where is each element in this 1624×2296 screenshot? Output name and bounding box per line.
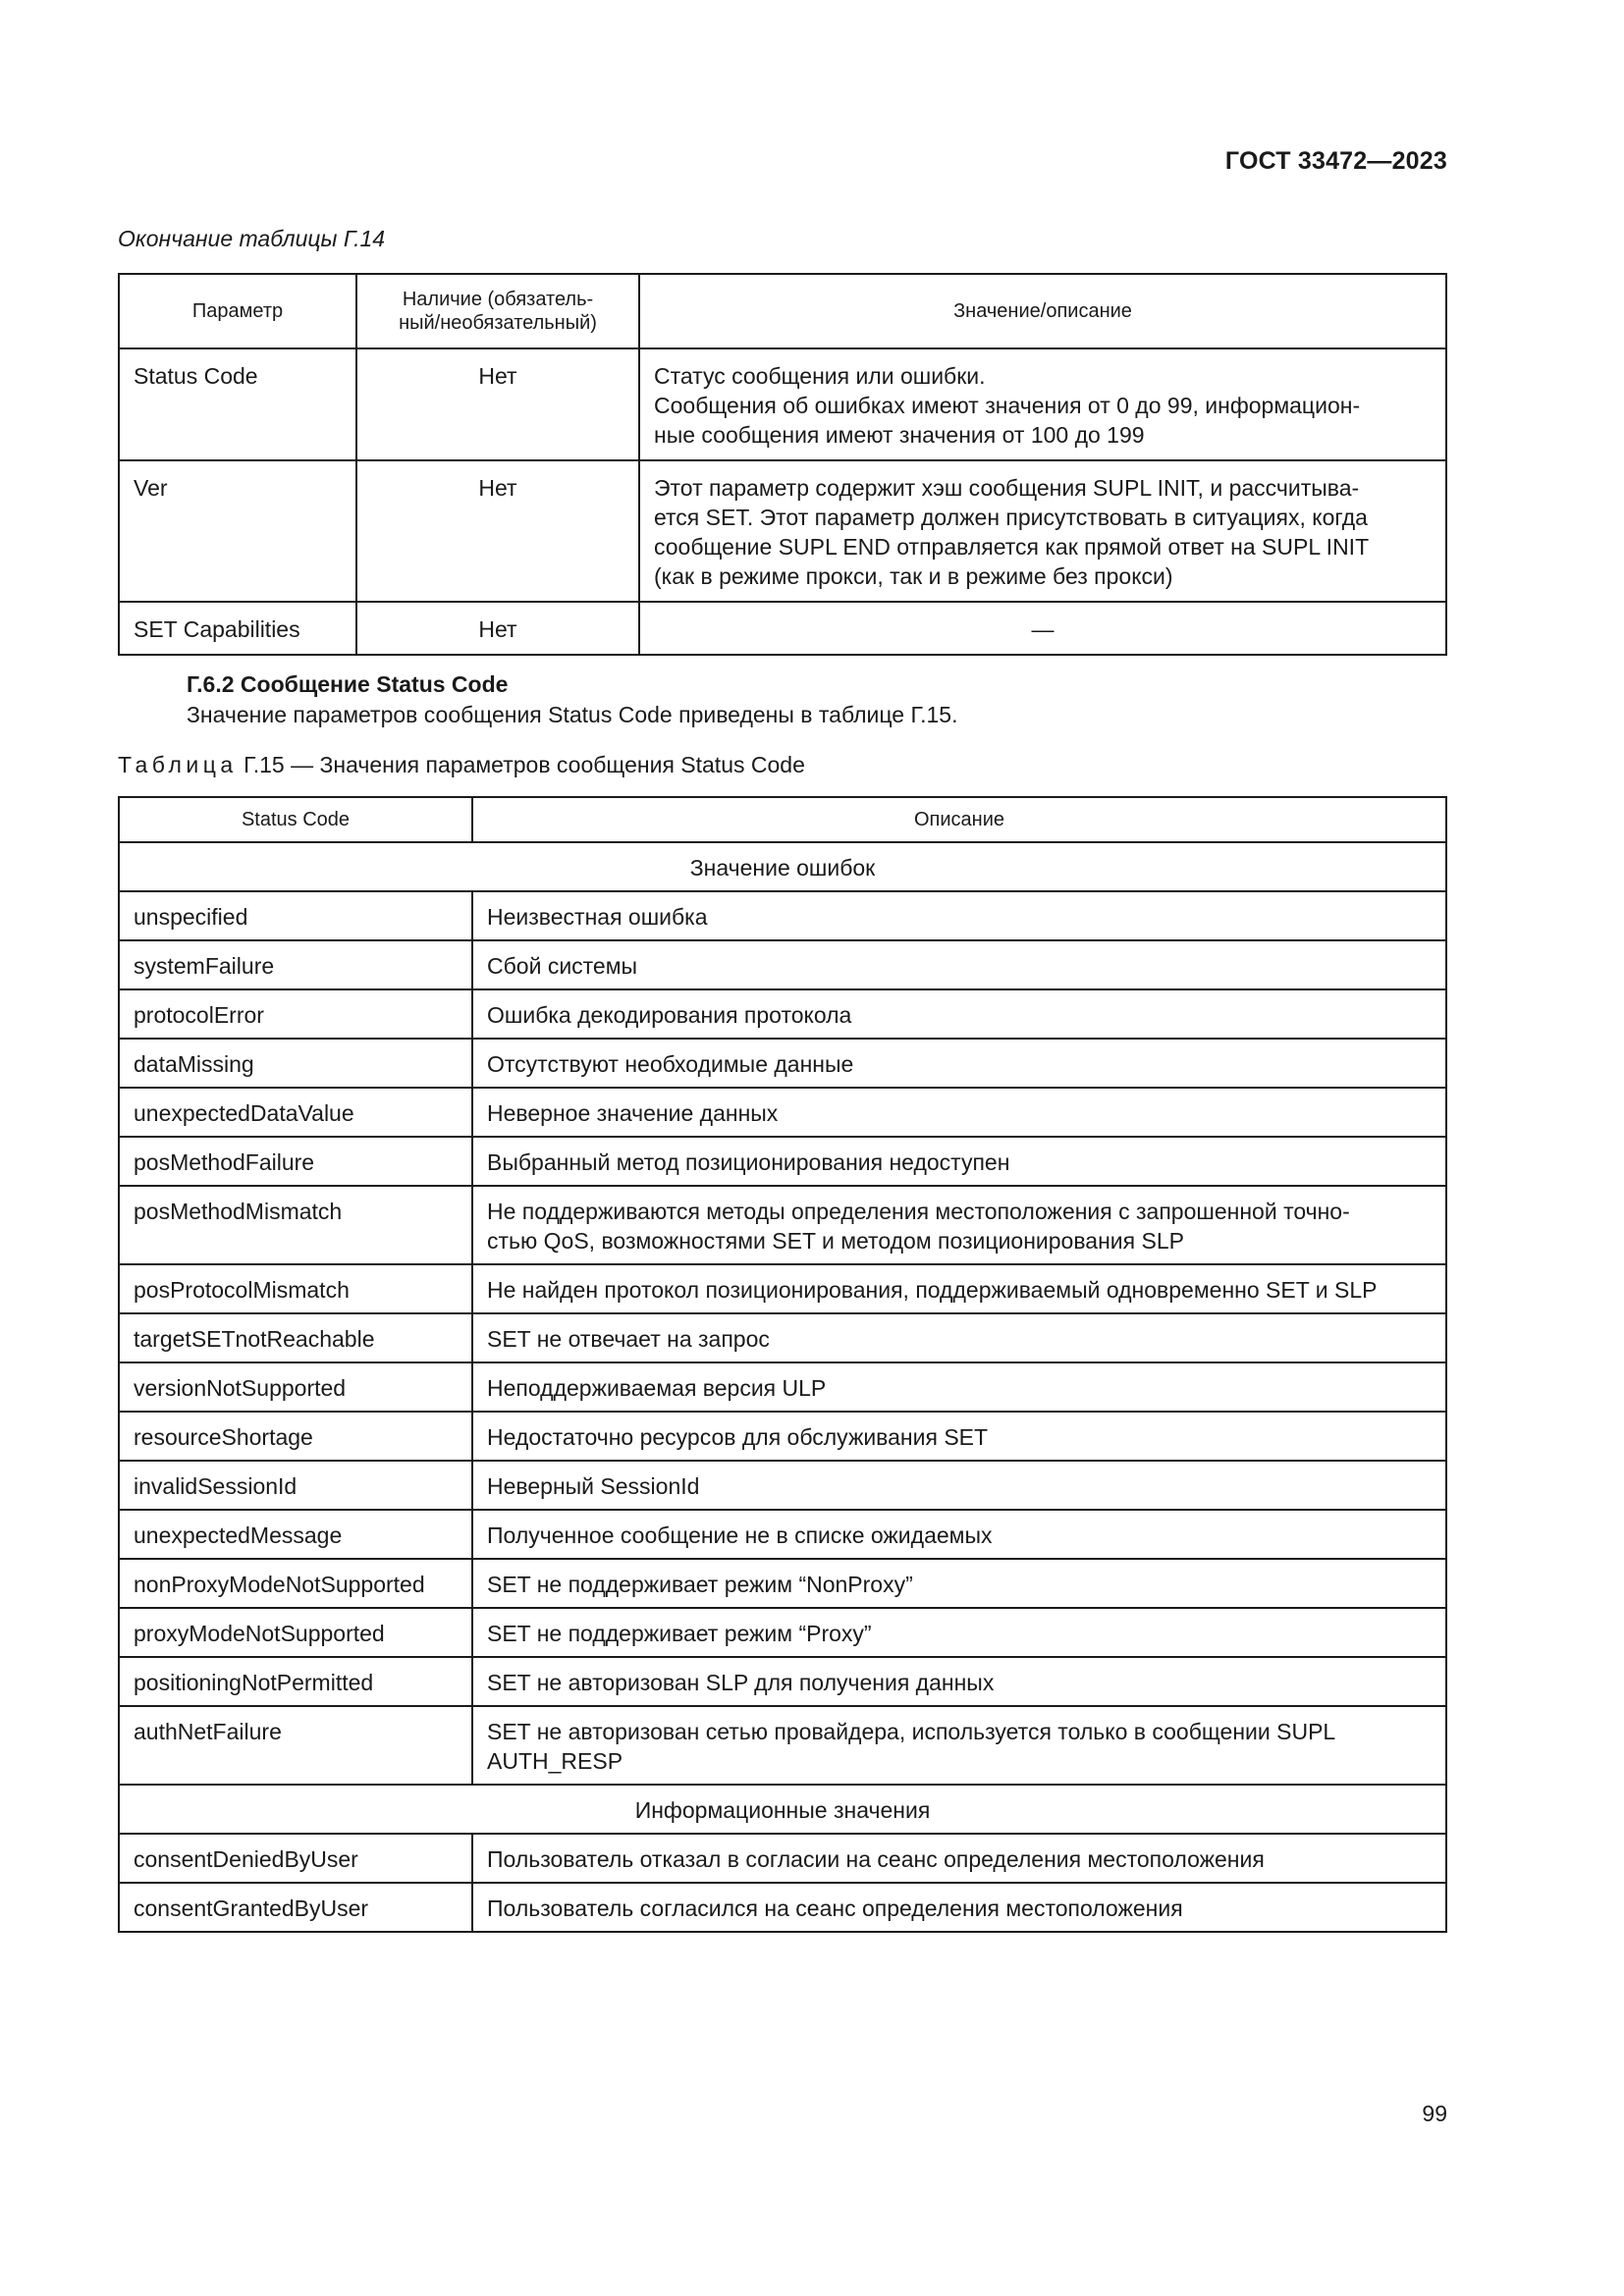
table-row (119, 1608, 1446, 1657)
description-cell: Этот параметр содержит хэш сообщения SUPL INIT, и рассчитыва- ется SET. Этот параметр должен присутствовать в ситуациях, когда сообщение SUPL END отправляется как прямой ответ на SUPL INIT (как в режиме прокси, так и в режиме без прокси) (639, 460, 1446, 602)
status-description-cell: SET не авторизован сетью провайдера, используется только в сообщении SUPL AUTH_RESP (472, 1706, 1446, 1785)
table-row (119, 1362, 1446, 1412)
table-row (119, 1264, 1446, 1313)
section-title: Г.6.2 Сообщение Status Code (187, 671, 509, 697)
table-caption-text: Г.15 — Значения параметров сообщения Status Code (237, 752, 805, 777)
table-row (119, 1559, 1446, 1608)
param-cell: Status Code (119, 348, 356, 460)
status-description-cell: SET не отвечает на запрос (472, 1313, 1446, 1362)
status-code-cell: resourceShortage (119, 1412, 472, 1461)
status-code-cell: systemFailure (119, 940, 472, 989)
presence-cell: Нет (356, 460, 639, 602)
status-description-cell: Неверный SessionId (472, 1461, 1446, 1510)
standard-header: ГОСТ 33472—2023 (1224, 147, 1447, 175)
status-code-cell: proxyModeNotSupported (119, 1608, 472, 1657)
table-header-row (119, 274, 1446, 348)
description-cell: — (639, 602, 1446, 655)
table-header-row (119, 797, 1446, 842)
table-row (119, 602, 1446, 655)
status-description-cell: Сбой системы (472, 940, 1446, 989)
table-row (119, 1834, 1446, 1883)
column-header-presence: Наличие (обязатель- ный/необязательный) (356, 274, 639, 348)
status-description-cell: Пользователь согласился на сеанс определения местоположения (472, 1883, 1446, 1932)
table-row (119, 1412, 1446, 1461)
page-number: 99 (1422, 2101, 1447, 2126)
status-description-cell: Не поддерживаются методы определения местоположения с запрошенной точно- стью QoS, возможностями SET и методом позиционирования SLP (472, 1186, 1446, 1264)
status-code-cell: targetSETnotReachable (119, 1313, 472, 1362)
status-code-cell: protocolError (119, 989, 472, 1039)
status-description-cell: Неизвестная ошибка (472, 891, 1446, 940)
table-row (119, 1461, 1446, 1510)
section-text: Значение параметров сообщения Status Code приведены в таблице Г.15. (187, 702, 958, 727)
status-code-cell: nonProxyModeNotSupported (119, 1559, 472, 1608)
info-values-section (119, 1785, 1446, 1834)
status-code-table-g15 (118, 796, 1447, 1933)
table-row (119, 1039, 1446, 1088)
table-caption (118, 752, 805, 778)
param-cell: SET Capabilities (119, 602, 356, 655)
error-values-section-label: Значение ошибок (119, 842, 1446, 891)
table-row (119, 1088, 1446, 1137)
status-description-cell: Неподдерживаемая версия ULP (472, 1362, 1446, 1412)
table-row (119, 1137, 1446, 1186)
description-cell: Статус сообщения или ошибки. Сообщения об ошибках имеют значения от 0 до 99, информацион- ные сообщения имеют значения от 100 до 199 (639, 348, 1446, 460)
table-row (119, 348, 1446, 460)
status-code-cell: unexpectedDataValue (119, 1088, 472, 1137)
status-code-cell: posMethodMismatch (119, 1186, 472, 1264)
table-caption-label: Таблица (118, 752, 238, 777)
table-row (119, 989, 1446, 1039)
status-code-cell: posProtocolMismatch (119, 1264, 472, 1313)
status-description-cell: Выбранный метод позиционирования недоступен (472, 1137, 1446, 1186)
column-header-description: Описание (472, 797, 1446, 842)
column-header-status-code: Status Code (119, 797, 472, 842)
table-row (119, 1186, 1446, 1264)
status-code-cell: authNetFailure (119, 1706, 472, 1785)
section-heading (187, 669, 1447, 730)
status-code-cell: versionNotSupported (119, 1362, 472, 1412)
table-row (119, 1510, 1446, 1559)
table-row (119, 940, 1446, 989)
column-header-description: Значение/описание (639, 274, 1446, 348)
status-description-cell: Полученное сообщение не в списке ожидаемых (472, 1510, 1446, 1559)
column-header-parameter: Параметр (119, 274, 356, 348)
error-values-section (119, 842, 1446, 891)
status-description-cell: SET не поддерживает режим “NonProxy” (472, 1559, 1446, 1608)
status-description-cell: Отсутствуют необходимые данные (472, 1039, 1446, 1088)
info-values-section-label: Информационные значения (119, 1785, 1446, 1834)
status-description-cell: Недостаточно ресурсов для обслуживания SET (472, 1412, 1446, 1461)
status-code-cell: invalidSessionId (119, 1461, 472, 1510)
status-description-cell: Ошибка декодирования протокола (472, 989, 1446, 1039)
table-continuation-label: Окончание таблицы Г.14 (118, 226, 386, 251)
status-description-cell: Пользователь отказал в согласии на сеанс определения местоположения (472, 1834, 1446, 1883)
status-description-cell: SET не авторизован SLP для получения данных (472, 1657, 1446, 1706)
parameters-table-g14 (118, 273, 1447, 656)
table-row (119, 1313, 1446, 1362)
presence-cell: Нет (356, 348, 639, 460)
presence-cell: Нет (356, 602, 639, 655)
table-row (119, 891, 1446, 940)
status-description-cell: SET не поддерживает режим “Proxy” (472, 1608, 1446, 1657)
status-code-cell: unspecified (119, 891, 472, 940)
status-code-cell: consentGrantedByUser (119, 1883, 472, 1932)
status-code-table-body (119, 842, 1446, 1932)
status-code-cell: positioningNotPermitted (119, 1657, 472, 1706)
table-row (119, 1883, 1446, 1932)
table-row (119, 460, 1446, 602)
table-row (119, 1657, 1446, 1706)
status-description-cell: Неверное значение данных (472, 1088, 1446, 1137)
status-code-cell: posMethodFailure (119, 1137, 472, 1186)
status-code-cell: dataMissing (119, 1039, 472, 1088)
status-code-cell: consentDeniedByUser (119, 1834, 472, 1883)
status-description-cell: Не найден протокол позиционирования, поддерживаемый одновременно SET и SLP (472, 1264, 1446, 1313)
table-row (119, 1706, 1446, 1785)
param-cell: Ver (119, 460, 356, 602)
status-code-cell: unexpectedMessage (119, 1510, 472, 1559)
